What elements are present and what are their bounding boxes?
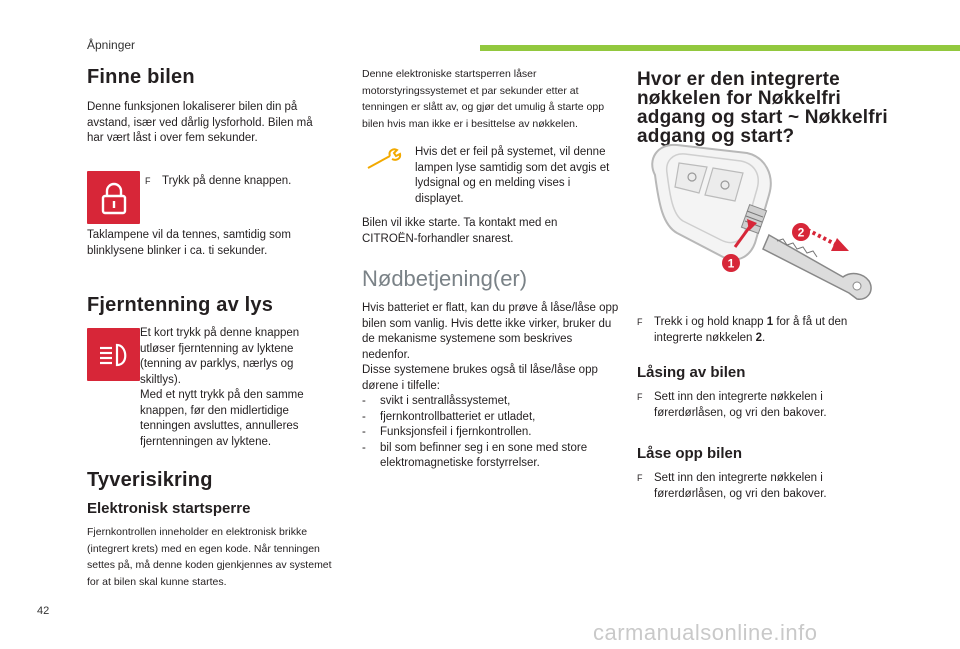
page-number: 42	[37, 605, 50, 617]
tyv-title: Tyverisikring	[87, 469, 213, 491]
list-item: - Funksjonsfeil i fjernkontrollen.	[362, 426, 532, 438]
headlight-button-box	[87, 328, 140, 381]
header-accent-bar	[480, 45, 960, 51]
bullet-mark: F	[145, 176, 151, 186]
laseopp-bullet-text: Sett inn den integrerte nøkkelen i førerdørlåsen, og vri den bakover.	[654, 472, 827, 500]
lasing-bullet	[637, 390, 882, 421]
finne-bullet-text: Trykk på denne knappen.	[162, 175, 292, 187]
lasing-bullet-text: Sett inn den integrerte nøkkelen i førerdørlåsen, og vri den bakover.	[654, 391, 827, 419]
callout-1: 1	[727, 256, 735, 271]
finne-bullet	[145, 174, 335, 190]
after-warning: Bilen vil ikke starte. Ta kontakt med en CITROËN-forhandler snarest.	[362, 217, 558, 245]
lasing-title: Låsing av bilen	[637, 364, 746, 381]
lock-icon	[99, 181, 129, 215]
lys-title: Fjerntenning av lys	[87, 294, 274, 316]
key-bullet-text: Trekk i og hold knapp 1 for å få ut den integrerte nøkkelen 2.	[654, 316, 848, 344]
watermark: carmanualsonline.info	[593, 620, 818, 645]
lock-button-box	[87, 171, 140, 224]
integrated-key-title: Hvor er den integrerte nøkkelen for Nøkkelfri adgang og start ~ Nøkkelfri adgang og start?	[637, 69, 888, 147]
bullet-mark: F	[637, 317, 643, 327]
startsperre-intro: Denne elektroniske startsperren låser motorstyringssystemet et par sekunder etter at tenningen er slått av, og gjør det umulig å starte opp bilen hvis man ikke er i besittelse av nøkkelen.	[362, 68, 605, 130]
callout-2: 2	[797, 225, 805, 240]
list-item: - fjernkontrollbatteriet er utladet,	[362, 410, 536, 423]
finne-intro: Denne funksjonen lokaliserer bilen din på avstand, især ved dårlig lysforhold. Bilen må har vært låst i over fem sekunder.	[87, 101, 313, 144]
el-text: Fjernkontrollen inneholder en elektronisk brikke (integrert krets) med en egen kode. Når tenningen settes på, må denne koden gjenkjennes av systemet for at bilen skal kunne startes.	[87, 526, 332, 588]
el-title: Elektronisk startsperre	[87, 500, 251, 517]
wrench-icon	[366, 148, 404, 170]
list-item: - svikt i sentrallåssystemet,	[362, 395, 511, 407]
lys-text: Et kort trykk på denne knappen utløser fjerntenning av lyktene (tenning av parklys, nærlys og skiltlys). Med et nytt trykk på den samme knappen, før den midlertidige tenningen avsluttes, annulleres fjerntenningen av lyktene.	[140, 327, 304, 448]
nod-title: Nødbetjening(er)	[362, 266, 528, 291]
section-label: Åpninger	[87, 38, 136, 52]
list-item: - bil som befinner seg i en sone med store elektromagnetiske forstyrrelser.	[362, 441, 588, 469]
nod-text: Hvis batteriet er flatt, kan du prøve å låse/låse opp bilen som vanlig. Hvis dette ikke virker, bruker du de mekanisme systemene som beskrives nedenfor. Disse systemene brukes også til låse/låse opp dørene i tilfelle:	[362, 302, 619, 392]
key-fob-illustration	[637, 135, 887, 310]
laseopp-bullet	[637, 471, 882, 502]
bullet-mark: F	[637, 392, 643, 402]
warning-text: Hvis det er feil på systemet, vil denne lampen lyse samtidig som det avgis et lydsignal og en melding vises i displayet.	[415, 146, 610, 205]
bullet-mark: F	[637, 473, 643, 483]
headlight-icon	[97, 342, 131, 368]
key-bullet	[637, 315, 887, 346]
nod-list	[362, 394, 622, 472]
finne-title: Finne bilen	[87, 66, 195, 88]
finne-after: Taklampene vil da tennes, samtidig som blinklysene blinker i ca. ti sekunder.	[87, 229, 291, 257]
laseopp-title: Låse opp bilen	[637, 445, 743, 462]
